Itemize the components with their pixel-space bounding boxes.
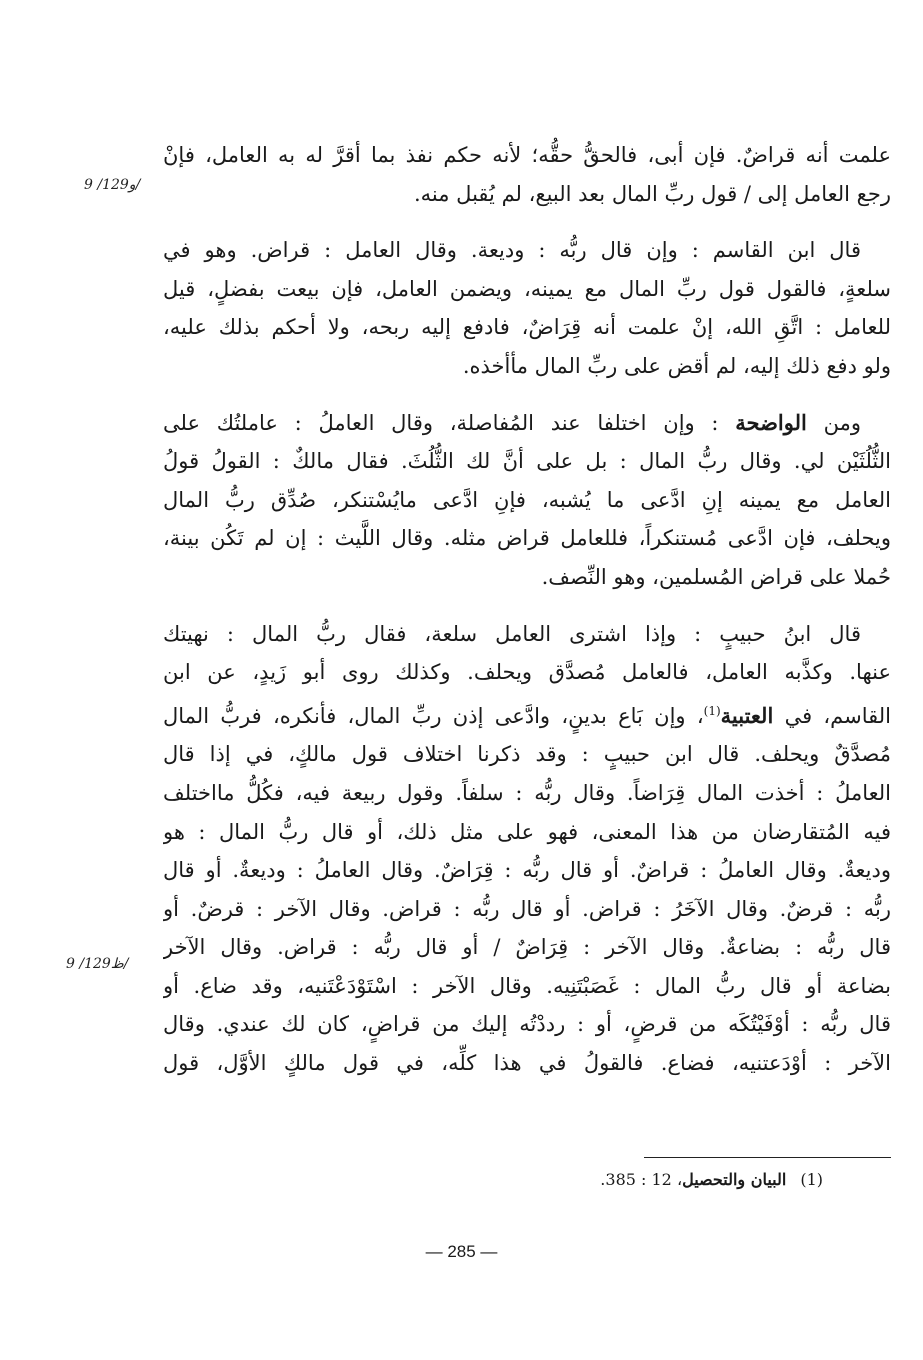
footnote-reference: ، 12 : 385. xyxy=(600,1170,683,1189)
book-title: الواضحة xyxy=(735,409,807,435)
text-line: مُصدَّقٌ ويحلف. قال ابن حبيبٍ : وقد ذكرنا اختلاف قول مالكٍ، في إذا قال xyxy=(163,742,891,767)
text-line xyxy=(163,404,891,443)
paragraph xyxy=(163,404,891,597)
paragraph xyxy=(163,136,891,213)
text-run: : وإن اختلفا عند المُفاصلة، وقال العاملُ : عاملتُك على xyxy=(163,410,736,435)
margin-folio-note: 9 /129ظ/ xyxy=(66,956,129,972)
text-line: وديعةٌ. وقال العاملُ : قراضٌ. أو قال ربُّه : قِرَاضٌ. وقال العاملُ : وديعةٌ. أو قال xyxy=(163,858,891,883)
text-line: عنها. وكذَّبه العامل، فالعامل مُصدَّق ويحلف. وكذلك روى أبو زَيدٍ، عن ابن xyxy=(163,660,891,685)
text-line: فيه المُتقارضان من هذا المعنى، فهو على مثل ذلك، أو قال ربُّ المال : هو xyxy=(163,819,891,844)
text-line: العامل مع يمينه إنِ ادَّعى ما يُشبه، فإنِ ادَّعى مايُسْتنكر، صُدِّق ربُّ المال xyxy=(163,487,891,512)
text-line: للعامل : اتَّقِ الله، إنْ علمت أنه قِرَاضٌ، فادفع إليه ربحه، ولا أحكم بذلك عليه، xyxy=(163,315,891,340)
main-text xyxy=(163,136,891,1101)
text-line: الثُّلُثَيْن لي. وقال ربُّ المال : بل على أنَّ لك الثُّلُثَ. فقال مالكٌ : القولُ قولُ xyxy=(163,449,891,474)
text-line: ولو دفع ذلك إليه، لم أقض على ربِّ المال مأأخذه. xyxy=(462,353,891,378)
text-line: الآخر : أوْدَعتنيه، فضاع. فالقولُ في هذا كلِّه، في قول مالكٍ الأوَّل، قول xyxy=(163,1051,891,1076)
footnote-separator xyxy=(644,1157,891,1158)
page-number: — 285 — xyxy=(425,1242,498,1261)
text-line: ربُّه : قرضٌ. وقال الآخَرُ : قراض. أو قال ربُّه : قراض. وقال الآخر : قرضٌ. أو xyxy=(163,896,891,921)
text-run: القاسم، في xyxy=(773,703,891,728)
text-line: حُملا على قراض المُسلمين، وهو النِّصف. xyxy=(541,564,891,589)
text-line: رجع العامل إلى / قول ربِّ المال بعد البيع، لم يُقبل منه. xyxy=(413,181,891,206)
footnote-number: (1) xyxy=(800,1170,823,1189)
text-line: بضاعة أو قال ربُّ المال : غَصَبْتَنِيه. وقال الآخر : اسْتَوْدَعْتَنيه، وقد ضاع. أو xyxy=(163,973,891,998)
text-line: سلعةٍ، فالقول قول ربِّ المال مع يمينه، ويضمن العامل، فإن بيعت بفضلٍ، قيل xyxy=(163,276,891,301)
paragraph xyxy=(163,615,891,1083)
margin-folio-note: 9 /129و/ xyxy=(84,177,141,193)
text-line: قال ابن القاسم : وإن قال ربُّه : وديعة. وقال العامل : قراض. وهو في xyxy=(163,238,861,263)
footnote-ref[interactable]: (1) xyxy=(703,703,721,718)
text-run: ومن xyxy=(823,410,861,435)
text-line: قال ابنُ حبيبٍ : وإذا اشترى العامل سلعة، فقال ربُّ المال : نهيتك xyxy=(163,621,861,646)
text-line: العاملُ : أخذت المال قِرَاضاً. وقال ربُّه : سلفاً. وقول ربيعة فيه، فكُلُّ مااختلف xyxy=(163,780,891,805)
text-line: ويحلف، فإن ادَّعى مُستنكراً، فللعامل قراض مثله. وقال اللَّيث : إن لم تَكُن بينة، xyxy=(163,526,891,551)
text-line: علمت أنه قراضٌ. فإن أبى، فالحقُّ حقُّه؛ لأنه حكم نفذ بما أقرَّ له به العامل، فإنْ xyxy=(163,143,891,167)
text-line: قال ربُّه : أوْفَيْتُكَه من قرضٍ، أو : رددْتُه إليك من قراضٍ، كان لك عندي. وقال xyxy=(163,1012,891,1037)
footnote-book-title: البيان والتحصيل xyxy=(682,1170,787,1189)
book-title: العتبية xyxy=(720,702,774,728)
footnote xyxy=(600,1170,823,1189)
text-line xyxy=(163,692,891,736)
text-line: قال ربُّه : بضاعةٌ. وقال الآخر : قِرَاضٌ / أو قال ربُّه : قراض. وقال الآخر xyxy=(163,935,891,960)
text-run: ، وإن بَاع بدينٍ، وادَّعى إذن ربِّ المال، فأنكره، فربُّ المال xyxy=(163,703,704,728)
paragraph xyxy=(163,231,891,385)
